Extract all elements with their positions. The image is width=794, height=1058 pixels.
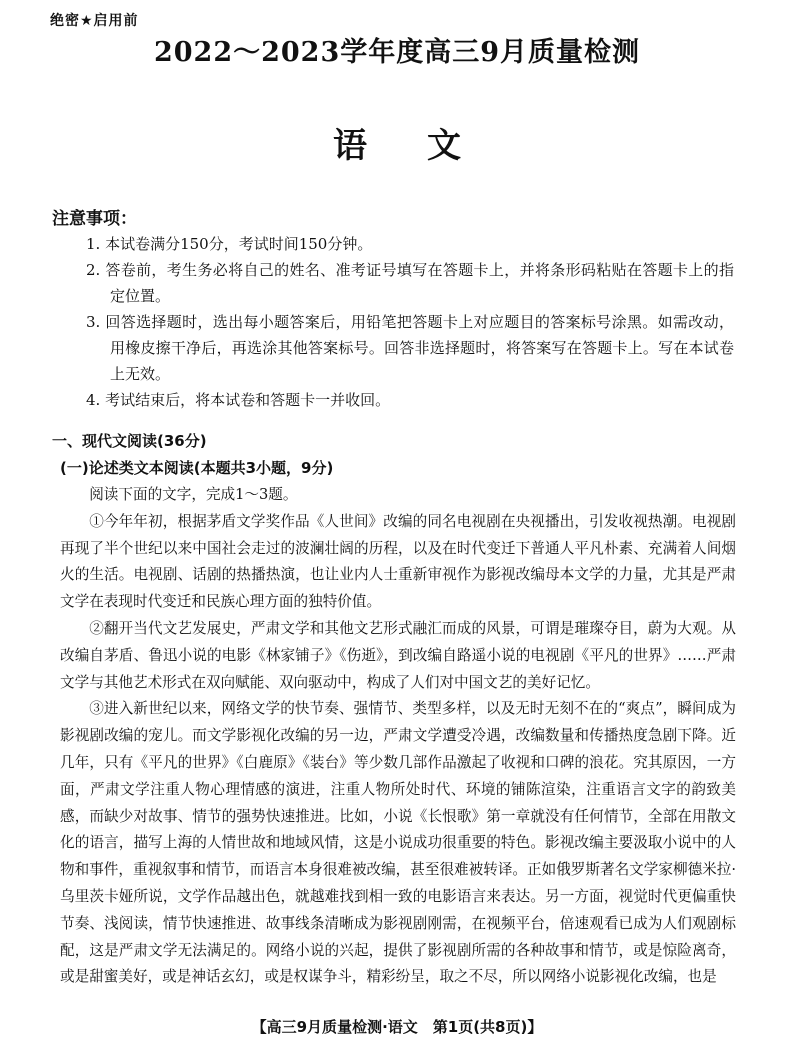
reading-passage [60, 482, 736, 991]
confidential-label: 绝密★启用前 [50, 13, 139, 29]
section-title: 一、现代文阅读(36分) [52, 432, 207, 450]
notes-heading: 注意事项： [52, 209, 137, 229]
notes-list [86, 231, 734, 413]
note-item: 2. 答卷前，考生务必将自己的姓名、准考证号填写在答题卡上，并将条形码粘贴在答题卡上的指定位置。 [86, 261, 734, 305]
instruction-text: 阅读下面的文字，完成1～3题。 [89, 486, 298, 503]
note-item: 1. 本试卷满分150分，考试时间150分钟。 [86, 235, 373, 253]
exam-title: 2022～2023学年度高三9月质量检测 [153, 37, 641, 68]
section-subtitle: (一)论述类文本阅读(本题共3小题，9分) [60, 459, 334, 477]
page-footer: 【高三9月质量检测·语文 第1页(共8页)】 [251, 1018, 543, 1036]
note-item: 4. 考试结束后，将本试卷和答题卡一并收回。 [86, 391, 391, 409]
passage-paragraph: ①今年年初，根据茅盾文学奖作品《人世间》改编的同名电视剧在央视播出，引发收视热潮。电视剧再现了半个世纪以来中国社会走过的波澜壮阔的历程，以及在时代变迁下普通人平凡朴素、充满着人间烟火的生活。电视剧、话剧的热播热演，也让业内人士重新审视作为影视改编母本文学的力量，尤其是严肃文学在表现时代变迁和民族心理方面的独特价值。 [60, 512, 736, 611]
subject-title: 语文 [333, 126, 521, 166]
passage-paragraph: ③进入新世纪以来，网络文学的快节奏、强情节、类型多样，以及无时无刻不在的“爽点”，瞬间成为影视剧改编的宠儿。而文学影视化改编的另一边，严肃文学遭受冷遇，改编数量和传播热度急剧下降。近几年，只有《平凡的世界》《白鹿原》《装台》等少数几部作品激起了收视和口碑的浪花。究其原因，一方面，严肃文学注重人物心理情感的演进，注重人物所处时代、环境的铺陈渲染，注重语言文字的韵致美感，而缺少对故事、情节的强势快速推进。比如，小说《长恨歌》第一章就没有任何情节，全部在用散文化的语言，描写上海的人情世故和地域风情，这是小说成功很重要的特色。影视改编主要汲取小说中的人物和事件，重视叙事和情节，而语言本身很难被改编，甚至很难被转译。正如俄罗斯著名文学家柳德米拉·乌里茨卡娅所说，文学作品越出色，就越难找到相一致的电影语言来表达。另一方面，视觉时代更偏重快节奏、浅阅读，情节快速推进、故事线条清晰成为影视剧刚需，在视频平台，倍速观看已成为人们观剧标配，这是严肃文学无法满足的。网络小说的兴起，提供了影视剧所需的各种故事和情节，或是惊险离奇，或是甜蜜美好，或是神话玄幻，或是权谋争斗，精彩纷呈，取之不尽，所以网络小说影视化改编，也是 [60, 700, 736, 986]
passage-paragraph: ②翻开当代文艺发展史，严肃文学和其他文艺形式融汇而成的风景，可谓是璀璨夺目，蔚为大观。从改编自茅盾、鲁迅小说的电影《林家铺子》《伤逝》，到改编自路遥小说的电视剧《平凡的世界》……严肃文学与其他艺术形式在双向赋能、双向驱动中，构成了人们对中国文艺的美好记忆。 [60, 619, 736, 691]
note-item: 3. 回答选择题时，选出每小题答案后，用铅笔把答题卡上对应题目的答案标号涂黑。如需改动，用橡皮擦干净后，再选涂其他答案标号。回答非选择题时，将答案写在答题卡上。写在本试卷上无效。 [86, 313, 734, 383]
